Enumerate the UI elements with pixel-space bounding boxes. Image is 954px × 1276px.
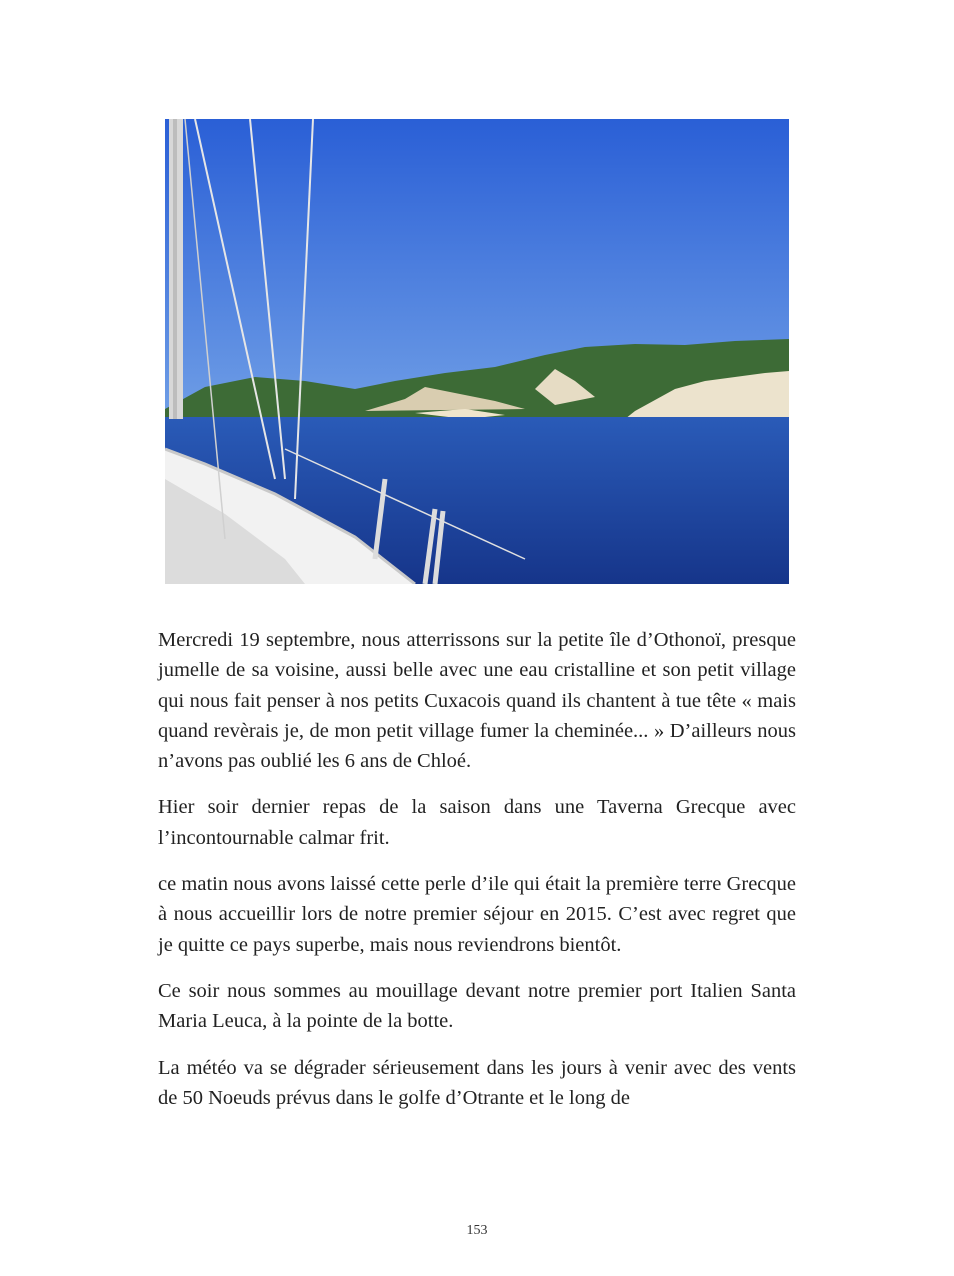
paragraph: Hier soir dernier repas de la saison dans une Taverna Grecque avec l’incontournable calmar frit. [158, 796, 796, 849]
paragraph: Mercredi 19 septembre, nous atterrissons sur la petite île d’Othonoï, presque jumelle de sa voisine, aussi belle avec une eau cristalline et son petit village qui nous fait penser à nos petits Cuxacois quand ils chantent à tue tête « mais quand revèrais je, de mon petit village fumer la cheminée... » D’ailleurs nous n’avons pas oublié les 6 ans de Chloé. [158, 629, 796, 773]
page-number: 153 [466, 1223, 488, 1238]
paragraph: La météo va se dégrader sérieusement dans les jours à venir avec des vents de 50 Noeuds prévus dans le golfe d’Otrante et le long de [158, 1056, 796, 1109]
paragraph: ce matin nous avons laissé cette perle d’ile qui était la première terre Grecque à nous accueillir lors de notre premier séjour en 2015. C’est avec regret que je quitte ce pays superbe, mais nous reviendrons bientôt. [158, 873, 796, 956]
sailing-photo [165, 119, 789, 584]
body-text [158, 625, 796, 1129]
paragraph: Ce soir nous sommes au mouillage devant notre premier port Italien Santa Maria Leuca, à la pointe de la botte. [158, 979, 796, 1033]
